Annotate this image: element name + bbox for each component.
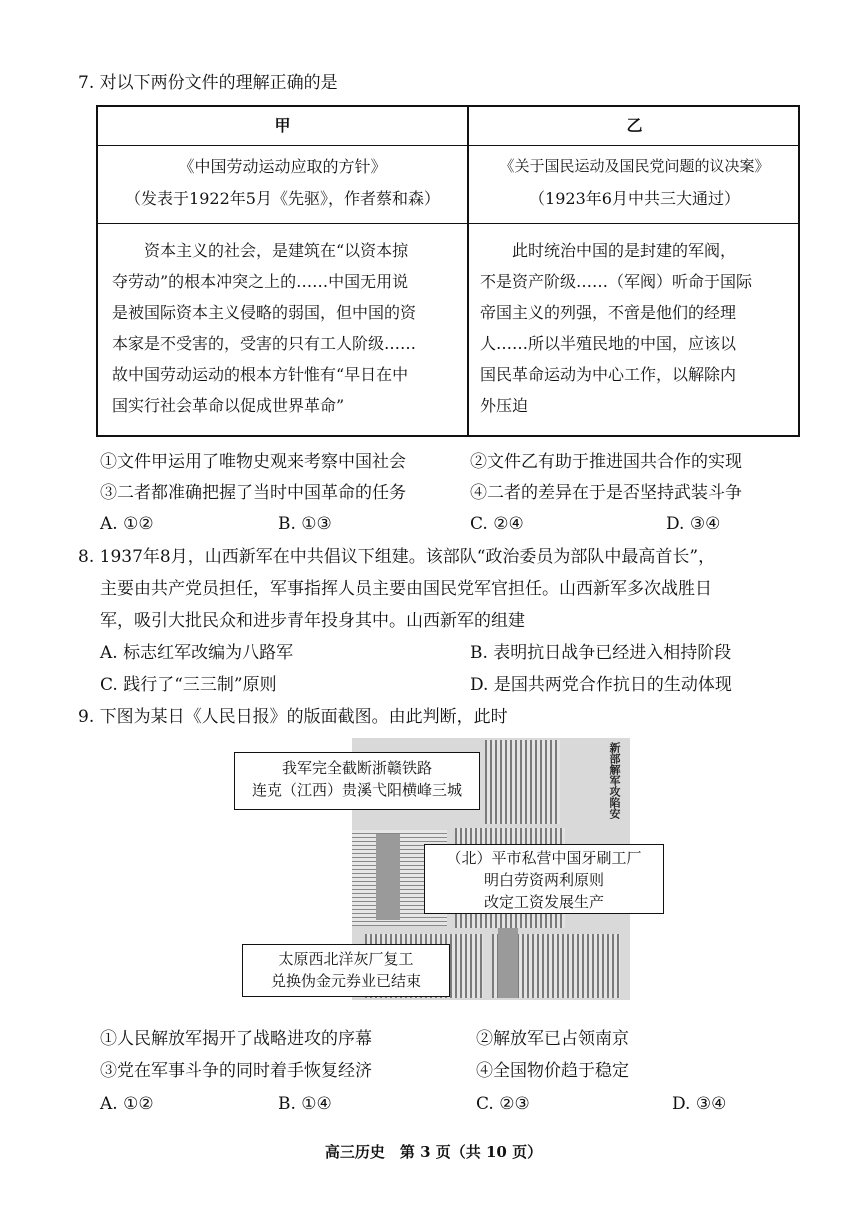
body-line: 本家是不受害的，受害的只有工人阶级…… bbox=[112, 334, 417, 353]
q9-stem: 9. 下图为某日《人民日报》的版面截图。由此判断，此时 bbox=[78, 707, 508, 727]
callout-taiyuan-news bbox=[242, 944, 450, 997]
q7-option-b[interactable]: B. ①③ bbox=[278, 514, 332, 534]
newspaper-column bbox=[485, 740, 560, 824]
body-line: 夺劳动”的根本冲突之上的……中国无用说 bbox=[112, 272, 409, 291]
q7-option-d[interactable]: D. ③④ bbox=[666, 514, 721, 534]
q9-statement-2: ②解放军已占领南京 bbox=[476, 1029, 629, 1049]
q8-option-d[interactable]: D. 是国共两党合作抗日的生动体现 bbox=[470, 675, 732, 695]
table-header-right: 乙 bbox=[626, 116, 643, 135]
q8-option-b[interactable]: B. 表明抗日战争已经进入相持阶段 bbox=[470, 643, 732, 663]
page-footer: 高三历史 第 3 页（共 10 页） bbox=[324, 1143, 543, 1161]
body-line: 此时统治中国的是封建的军阀， bbox=[480, 241, 737, 260]
newspaper-clipping-figure bbox=[230, 738, 640, 1000]
body-line: 国民革命运动为中心工作，以解除内 bbox=[480, 365, 737, 384]
callout-line: 我军完全截断浙赣铁路 bbox=[281, 759, 432, 777]
body-line: 不是资产阶级……（军阀）听命于国际 bbox=[480, 272, 753, 291]
left-doc-title: 《中国劳动运动应取的方针》 bbox=[178, 157, 387, 176]
body-line: 国实行社会革命以促成世界革命” bbox=[112, 396, 345, 415]
q8-option-c[interactable]: C. 践行了“三三制”原则 bbox=[100, 675, 277, 695]
q9-option-c[interactable]: C. ②③ bbox=[476, 1094, 530, 1114]
q9-option-b[interactable]: B. ①④ bbox=[278, 1094, 332, 1114]
q8-stem-line-3: 军，吸引大批民众和进步青年投身其中。山西新军的组建 bbox=[100, 611, 525, 631]
q8-stem-line-2: 主要由共产党员担任，军事指挥人员主要由国民党军官担任。山西新军多次战胜日 bbox=[100, 579, 712, 599]
q7-stem: 7. 对以下两份文件的理解正确的是 bbox=[78, 73, 338, 93]
newspaper-headline-block bbox=[376, 834, 400, 920]
body-line: 是被国际资本主义侵略的弱国，但中国的资 bbox=[112, 303, 417, 322]
q7-statement-1: ①文件甲运用了唯物史观来考察中国社会 bbox=[100, 452, 406, 472]
newspaper-headline-block bbox=[498, 928, 518, 998]
callout-military-news bbox=[234, 752, 480, 810]
right-doc-body bbox=[480, 235, 792, 421]
left-doc-body bbox=[112, 235, 457, 421]
callout-line: 太原西北洋灰厂复工 bbox=[278, 950, 414, 968]
callout-line: 改定工资发展生产 bbox=[483, 893, 604, 911]
q7-statement-2: ②文件乙有助于推进国共合作的实现 bbox=[470, 452, 742, 472]
callout-line: 连克（江西）贵溪弋阳横峰三城 bbox=[251, 781, 462, 799]
callout-line: 明白劳资两利原则 bbox=[483, 871, 604, 889]
q7-statement-3: ③二者都准确把握了当时中国革命的任务 bbox=[100, 483, 406, 503]
body-line: 帝国主义的列强，不啻是他们的经理 bbox=[480, 303, 737, 322]
left-doc-source: （发表于1922年5月《先驱》，作者蔡和森） bbox=[125, 189, 440, 208]
table-rule bbox=[98, 223, 798, 224]
q9-statement-4: ④全国物价趋于稳定 bbox=[476, 1061, 629, 1081]
q7-option-a[interactable]: A. ①② bbox=[100, 514, 154, 534]
table-rule bbox=[98, 145, 798, 146]
q9-statement-3: ③党在军事斗争的同时着手恢复经济 bbox=[100, 1061, 372, 1081]
q8-stem-line-1: 8. 1937年8月，山西新军在中共倡议下组建。该部队“政治委员为部队中最高首长”， bbox=[78, 547, 716, 567]
q8-option-a[interactable]: A. 标志红军改编为八路军 bbox=[100, 643, 294, 663]
body-line: 资本主义的社会，是建筑在“以资本掠 bbox=[112, 241, 409, 260]
right-doc-title: 《关于国民运动及国民党问题的议决案》 bbox=[499, 157, 770, 175]
body-line: 人……所以半殖民地的中国，应该以 bbox=[480, 334, 737, 353]
right-doc-source: （1923年6月中共三大通过） bbox=[529, 189, 740, 208]
q7-document-table bbox=[96, 105, 800, 437]
callout-factory-news bbox=[424, 844, 664, 914]
newspaper-vertical-headline: 新部解军攻陷安 bbox=[608, 742, 621, 819]
table-header-left: 甲 bbox=[274, 116, 291, 135]
q7-option-c[interactable]: C. ②④ bbox=[470, 514, 524, 534]
q9-option-d[interactable]: D. ③④ bbox=[672, 1094, 727, 1114]
body-line: 故中国劳动运动的根本方针惟有“早日在中 bbox=[112, 365, 409, 384]
callout-line: 兑换伪金元券业已结束 bbox=[270, 972, 421, 990]
body-line: 外压迫 bbox=[480, 396, 529, 415]
q7-statement-4: ④二者的差异在于是否坚持武装斗争 bbox=[470, 483, 742, 503]
q9-option-a[interactable]: A. ①② bbox=[100, 1094, 154, 1114]
callout-line: （北）平市私营中国牙刷工厂 bbox=[446, 849, 642, 867]
q9-statement-1: ①人民解放军揭开了战略进攻的序幕 bbox=[100, 1029, 372, 1049]
